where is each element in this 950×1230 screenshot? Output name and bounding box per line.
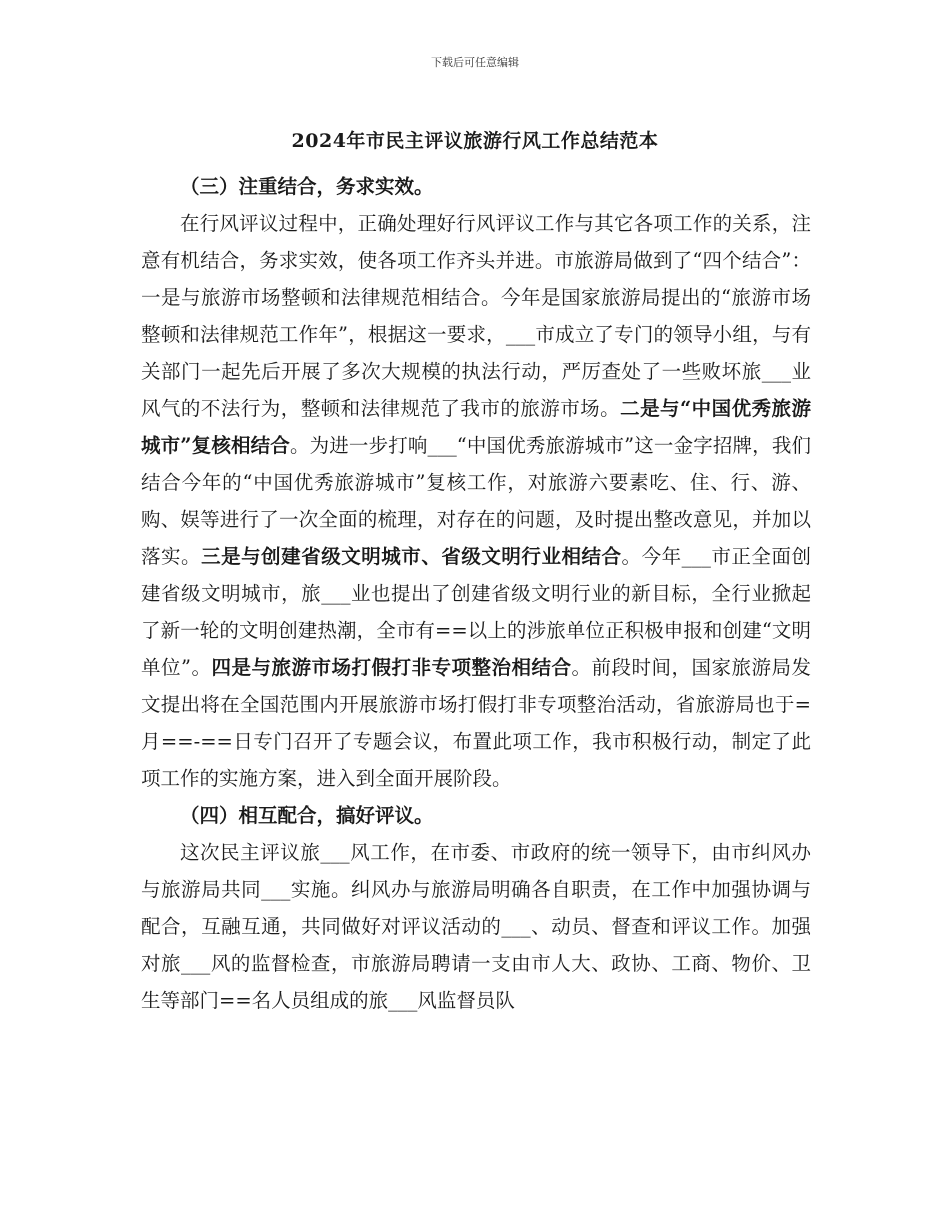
section-4-paragraph: 这次民主评议旅___风工作，在市委、市政府的统一领导下，由市纠风办与旅游局共同___实施。纠风办与旅游局明确各自职责，在工作中加强协调与配合，互融互通，共同做好对评议活动的___、动员、督查和评议工作。加强对旅___风的监督检查，市旅游局聘请一支由市人大、政协、工商、物价、卫生等部门==名人员组成的旅___风监督员队 <box>141 841 811 1012</box>
document-body <box>141 168 811 1019</box>
page-header-note: 下载后可任意编辑 <box>431 56 519 69</box>
text-run: 。今年___市正全面创建省级文明城市，旅___业也提出了创建省级文明行业的新目标，全行业掀起了新一轮的文明创建热潮，全市有==以上的涉旅单位正积极申报和创建“文明单位”。 <box>141 545 811 679</box>
text-run: 在行风评议过程中，正确处理好行风评议工作与其它各项工作的关系，注意有机结合，务求实效，使各项工作齐头并进。市旅游局做到了“四个结合”：一是与旅游市场整顿和法律规范相结合。今年是国家旅游局提出的“旅游市场整顿和法律规范工作年”，根据这一要求，___市成立了专门的领导小组，与有关部门一起先后开展了多次大规模的执法行动，严厉查处了一些败坏旅___业风气的不法行为，整顿和法律规范了我市的旅游市场。 <box>141 212 811 420</box>
text-run: 。为进一步打响___“中国优秀旅游城市”这一金字招牌，我们结合今年的“中国优秀旅游城市”复核工作，对旅游六要素吃、住、行、游、购、娱等进行了一次全面的梳理，对存在的问题，及时提出整改意见，并加以落实。 <box>141 434 811 568</box>
document-title: 2024年市民主评议旅游行风工作总结范本 <box>291 130 659 152</box>
bold-phrase: 二是与“中国优秀旅游城市”复核相结合 <box>141 397 811 457</box>
bold-phrase: 三是与创建省级文明城市、省级文明行业相结合 <box>201 545 622 568</box>
text-run: 。前段时间，国家旅游局发文提出将在全国范围内开展旅游市场打假打非专项整治活动，省旅游局也于=月==-==日专门召开了专题会议，布置此项工作，我市积极行动，制定了此项工作的实施方案，进入到全面开展阶段。 <box>141 656 811 790</box>
section-heading-4: （四）相互配合，搞好评议。 <box>180 804 434 827</box>
bold-phrase: 四是与旅游市场打假打非专项整治相结合 <box>211 656 572 679</box>
section-heading-3: （三）注重结合，务求实效。 <box>180 175 434 198</box>
section-3-paragraph <box>141 205 811 797</box>
